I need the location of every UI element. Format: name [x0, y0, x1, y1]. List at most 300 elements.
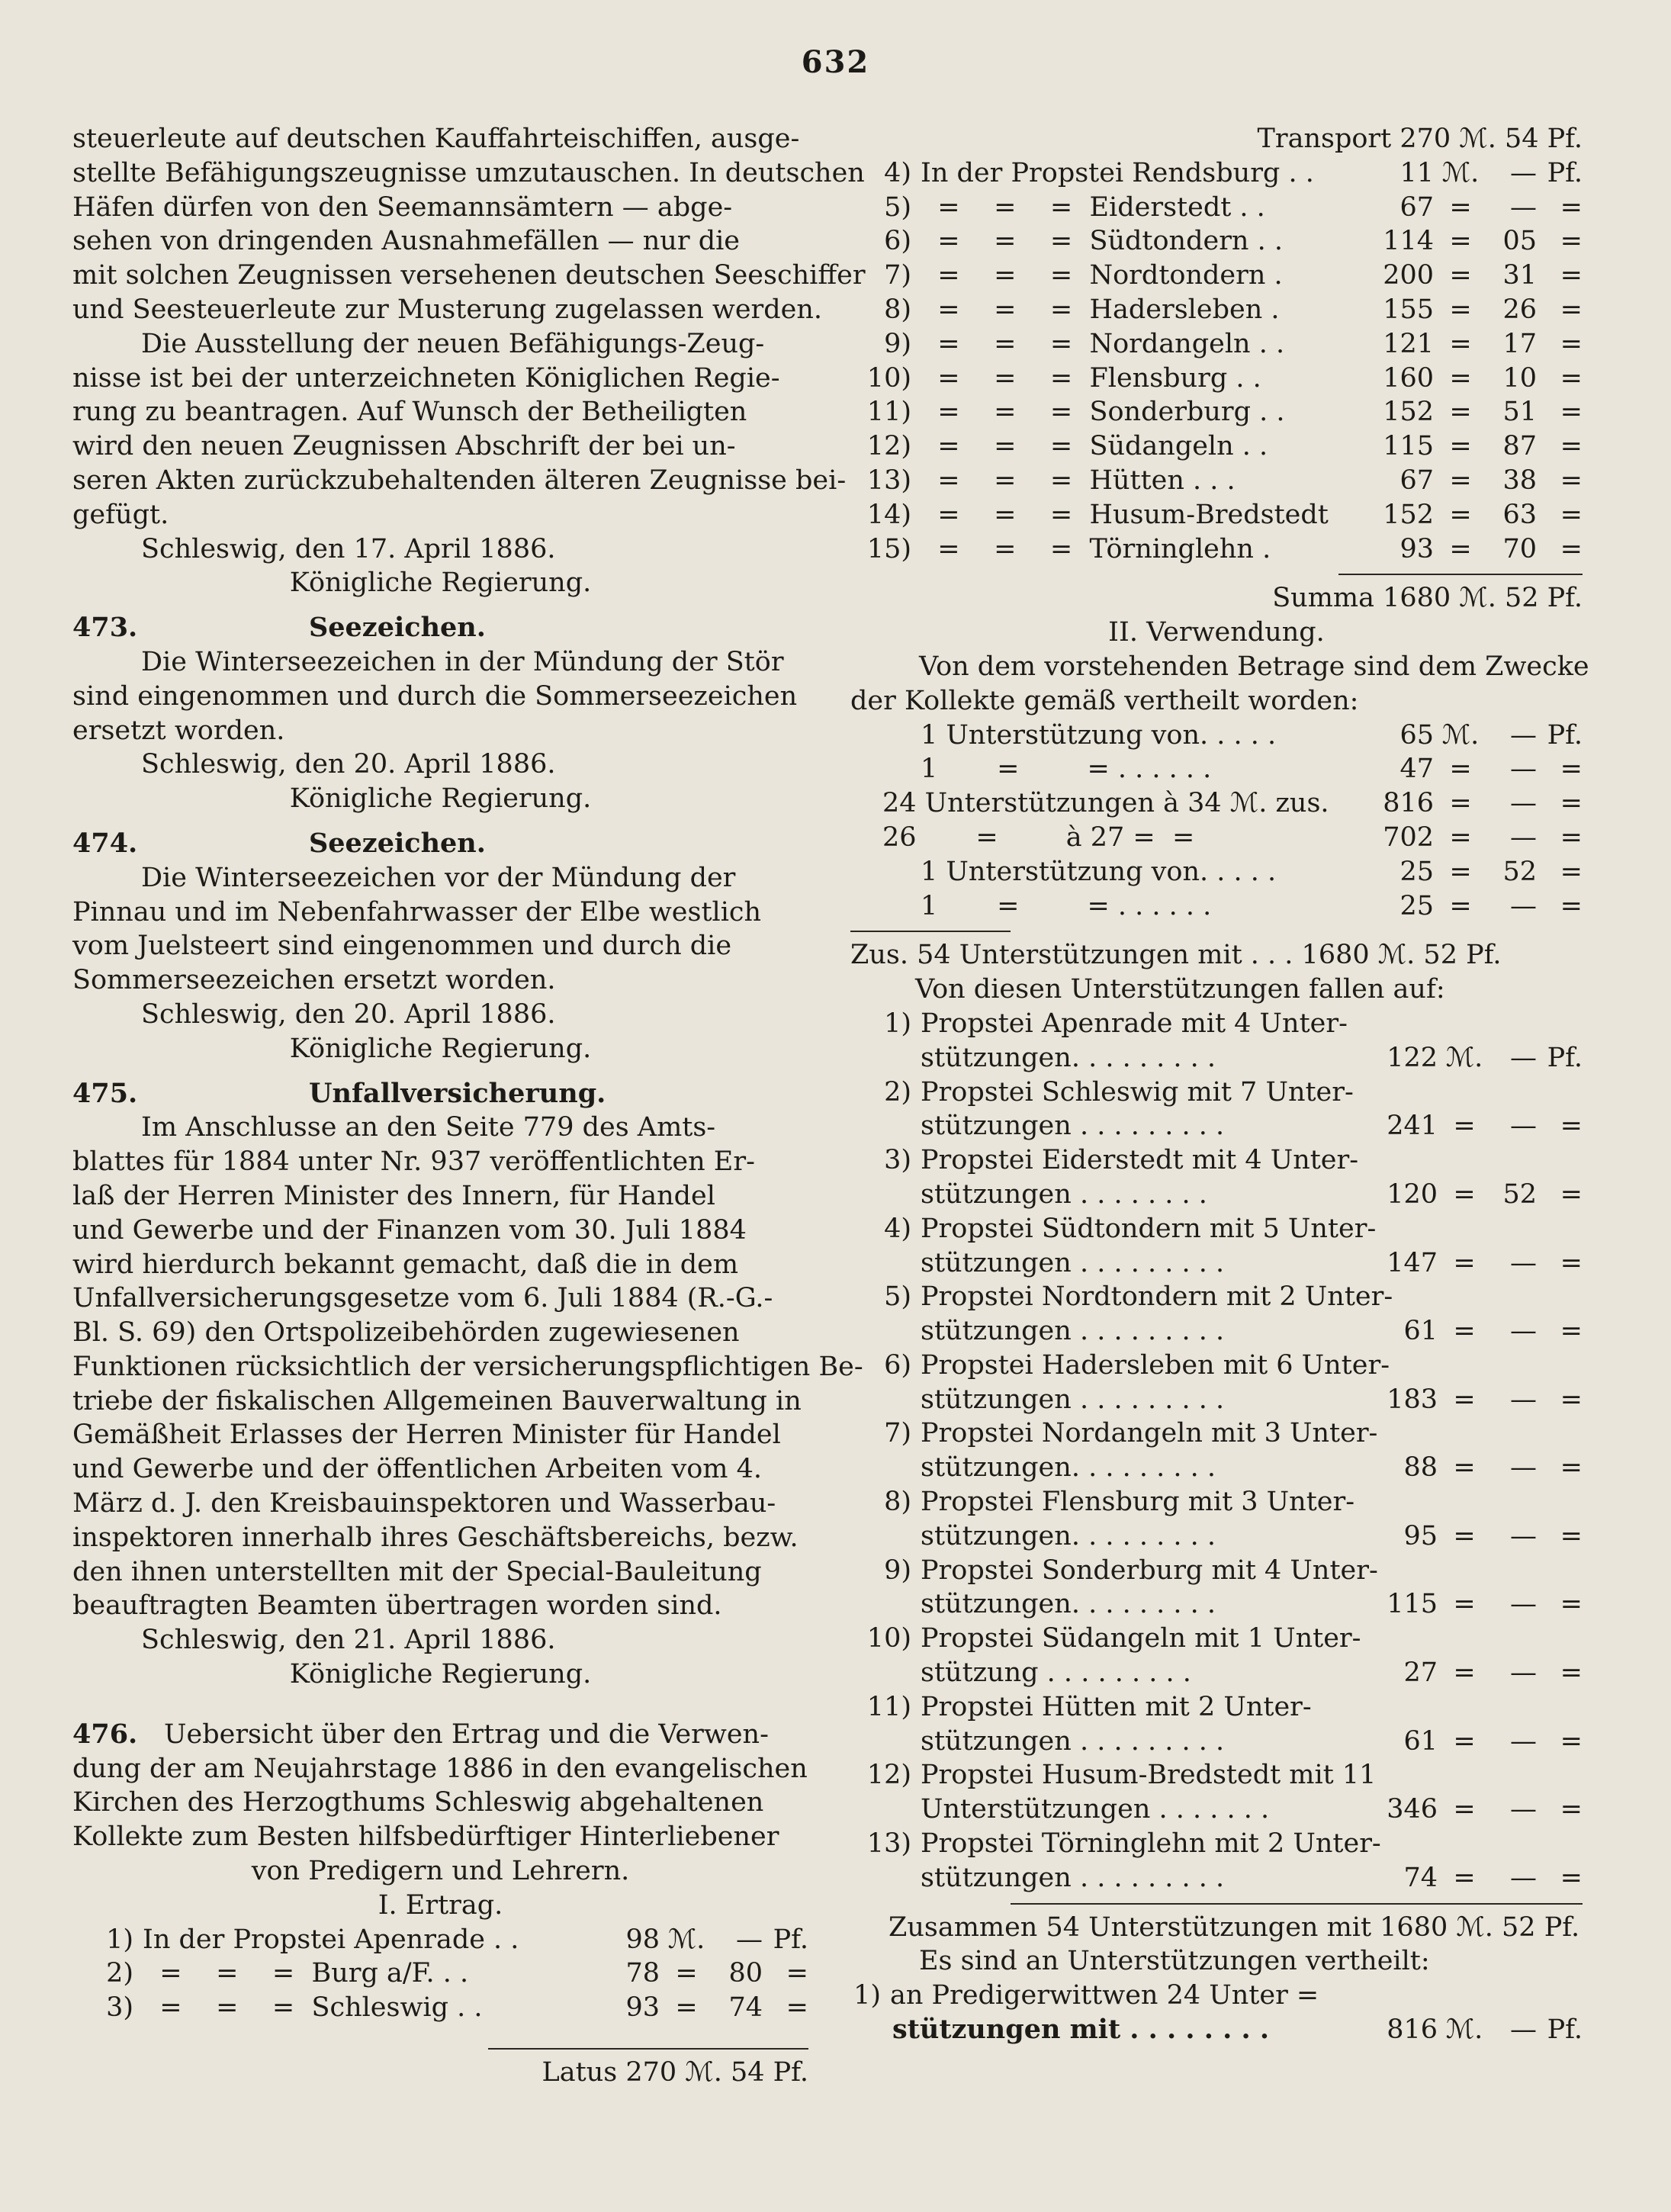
row-amount: 98 — [625, 1924, 660, 1955]
row-pf-unit: = — [1560, 788, 1583, 819]
left-column — [72, 122, 866, 2090]
list-item — [850, 1690, 1583, 1759]
row-index: 10) — [866, 362, 911, 394]
row-index: 1) — [884, 1008, 911, 1039]
row-label: Propstei Flensburg mit 3 Unter- — [921, 1487, 1355, 1518]
row-spacer — [850, 1109, 921, 1143]
row-pf-unit: = — [1560, 294, 1583, 325]
row-pf-unit: Pf. — [1547, 1042, 1583, 1073]
divider — [1338, 574, 1583, 575]
row-pf: 87 — [1502, 431, 1537, 462]
row-label: Propstei Husum-Bredstedt mit 11 — [921, 1760, 1377, 1791]
table-row — [850, 156, 1583, 191]
row-unit: = — [1453, 1589, 1476, 1620]
row-label: = = = Nordtondern . — [921, 260, 1283, 291]
list-item — [850, 1280, 1583, 1349]
section-474 — [72, 827, 808, 1066]
latus-total: Latus 270 ℳ. 54 Pf. — [541, 2057, 808, 2088]
row-index: 14) — [866, 499, 911, 530]
ertrag-table — [850, 156, 1583, 567]
row-pf-unit: = — [786, 1958, 808, 1989]
summa-total: Summa 1680 ℳ. 52 Pf. — [1272, 583, 1583, 614]
row-unit: = — [1453, 1520, 1476, 1551]
section-title: Seezeichen. — [309, 827, 486, 859]
list-item — [850, 1827, 1583, 1895]
row-index: 6) — [884, 1349, 911, 1381]
row-pf: — — [1510, 191, 1537, 223]
row-label: = = = Husum-Bredstedt — [921, 499, 1329, 530]
row-label-cont: stützungen . . . . . . . . — [921, 1178, 1207, 1210]
row-pf: — — [1510, 1794, 1537, 1825]
row-index: 15) — [866, 533, 911, 564]
row-unit: = — [1449, 191, 1472, 223]
row-pf-unit: = — [1560, 397, 1583, 428]
row-label: Propstei Nordangeln mit 3 Unter- — [921, 1418, 1378, 1449]
row-unit: ℳ. — [1445, 1042, 1483, 1073]
row-amount: 61 — [1403, 1316, 1438, 1347]
row-label-cont: stützungen . . . . . . . . . — [921, 1862, 1225, 1893]
row-pf: 05 — [1502, 226, 1537, 257]
zus-total: Zus. 54 Unterstützungen mit . . . 1680 ℳ. 52 Pf. — [850, 940, 1502, 971]
row-pf: — — [1510, 754, 1537, 785]
row-spacer — [850, 1519, 921, 1554]
table-row — [850, 498, 1583, 532]
row-spacer — [850, 821, 882, 855]
row-pf: — — [1510, 1725, 1537, 1757]
row-label: an Predigerwittwen 24 Unter = — [890, 1980, 1319, 2011]
row-unit: = — [1449, 465, 1472, 496]
list-item-cont — [850, 2013, 1583, 2047]
text-line: triebe der fiskalischen Allgemeinen Bauverwaltung in — [72, 1385, 802, 1416]
row-amount: 11 — [1399, 157, 1434, 188]
row-pf-unit: = — [1560, 1794, 1583, 1825]
row-index: 13) — [866, 465, 911, 496]
table-row — [850, 327, 1583, 362]
row-label-cont: stützungen. . . . . . . . . — [921, 1589, 1216, 1620]
row-amount: 67 — [1399, 191, 1434, 223]
row-unit: = — [675, 1958, 698, 1989]
table-row — [850, 719, 1583, 753]
section-number: 475. — [72, 1077, 138, 1109]
list-item — [850, 1007, 1583, 1075]
row-pf-unit: = — [1560, 1862, 1583, 1893]
row-pf: — — [1510, 1657, 1537, 1689]
row-pf-unit: = — [1560, 328, 1583, 359]
row-pf: 52 — [1502, 1178, 1537, 1210]
list-item — [850, 1622, 1583, 1690]
signature-place: Schleswig, den 21. April 1886. — [141, 1625, 556, 1656]
row-unit: ℳ. — [1441, 157, 1480, 188]
row-amount: 115 — [1383, 431, 1434, 462]
row-amount: 47 — [1399, 754, 1434, 785]
row-label: = = = Südangeln . . — [921, 431, 1268, 462]
row-unit: = — [1453, 1657, 1476, 1689]
row-label: = = = Hadersleben . — [921, 294, 1280, 325]
row-spacer — [850, 1587, 921, 1622]
row-index: 11) — [866, 1691, 911, 1722]
list-item — [850, 1554, 1583, 1622]
row-amount: 65 — [1399, 719, 1434, 751]
row-amount: 160 — [1383, 362, 1434, 394]
list-item — [850, 1349, 1583, 1417]
row-pf: 31 — [1502, 260, 1537, 291]
text-line: Die Winterseezeichen in der Mündung der Stör — [141, 646, 784, 677]
text-line: vom Juelsteert sind eingenommen und durch die — [72, 931, 732, 962]
row-unit: ℳ. — [1445, 2014, 1483, 2046]
text-line: sind eingenommen und durch die Sommerseezeichen — [72, 680, 798, 712]
row-pf: — — [1510, 2014, 1537, 2046]
row-unit: = — [1453, 1178, 1476, 1210]
table-row — [850, 293, 1583, 327]
row-unit: = — [1449, 499, 1472, 530]
text-line: und Seesteuerleute zur Musterung zugelassen werden. — [72, 294, 823, 325]
row-pf-unit: = — [1560, 1657, 1583, 1689]
row-label-cont: stützungen. . . . . . . . . — [921, 1520, 1216, 1551]
list-item — [850, 1416, 1583, 1485]
text-line: von Predigern und Lehrern. — [251, 1856, 630, 1887]
row-index: 6) — [884, 226, 911, 257]
table-row — [72, 1956, 808, 1991]
zusammen-total: Zusammen 54 Unterstützungen mit 1680 ℳ. 52 Pf. — [889, 1911, 1580, 1943]
row-label-cont: stützungen. . . . . . . . . — [921, 1042, 1216, 1073]
row-label: In der Propstei Apenrade . . — [143, 1924, 519, 1955]
text-line: Sommerseezeichen ersetzt worden. — [72, 965, 556, 996]
signature-authority: Königliche Regierung. — [289, 1659, 592, 1690]
text-line: wird den neuen Zeugnissen Abschrift der bei un- — [72, 431, 736, 462]
row-amount: 114 — [1383, 226, 1434, 257]
text-line: laß der Herren Minister des Innern, für Handel — [72, 1180, 715, 1211]
row-label: Propstei Nordtondern mit 2 Unter- — [921, 1281, 1393, 1313]
row-unit: = — [1449, 856, 1472, 887]
row-label: = = = Törninglehn . — [921, 533, 1271, 564]
row-unit: = — [1453, 1862, 1476, 1893]
table-row — [850, 464, 1583, 498]
row-spacer — [850, 1041, 921, 1075]
row-pf: 51 — [1502, 397, 1537, 428]
page-number: 632 — [801, 44, 870, 80]
row-pf-unit: = — [1560, 1452, 1583, 1484]
row-amount: 147 — [1387, 1247, 1438, 1278]
row-label-cont: stützungen . . . . . . . . . — [921, 1384, 1225, 1415]
text-line: stellte Befähigungszeugnisse umzutauschen. In deutschen — [72, 157, 865, 188]
row-index: 3) — [884, 1145, 911, 1176]
row-pf-unit: = — [1560, 821, 1583, 853]
row-unit: = — [1449, 788, 1472, 819]
propstei-table — [850, 1007, 1583, 1895]
table-row — [850, 429, 1583, 464]
row-unit: = — [1449, 754, 1472, 785]
row-pf-unit: = — [1560, 1520, 1583, 1551]
divider — [1011, 1903, 1583, 1905]
row-spacer — [850, 1383, 921, 1417]
row-label: 24 Unterstützungen à 34 ℳ. zus. — [882, 788, 1329, 819]
row-pf-unit: = — [1560, 191, 1583, 223]
table-row — [850, 191, 1583, 225]
row-label-cont: stützung . . . . . . . . . — [921, 1657, 1191, 1689]
row-label: = = = Flensburg . . — [921, 362, 1261, 394]
row-spacer — [850, 719, 921, 753]
table-row — [850, 259, 1583, 293]
row-amount: 67 — [1399, 465, 1434, 496]
subheading-verwendung: II. Verwendung. — [1108, 617, 1325, 648]
text-line: Gemäßheit Erlasses der Herren Minister für Handel — [72, 1419, 781, 1451]
signature-authority: Königliche Regierung. — [289, 1033, 592, 1064]
text-line: Funktionen rücksichtlich der versicherungspflichtigen Be- — [72, 1351, 863, 1382]
row-index: 4) — [884, 157, 911, 188]
row-amount: 61 — [1403, 1725, 1438, 1757]
list-item — [850, 1979, 1583, 2013]
row-label-cont: stützungen mit . . . . . . . . — [892, 2014, 1270, 2046]
row-label: = = = Südtondern . . — [921, 226, 1283, 257]
row-index: 5) — [884, 191, 911, 223]
row-amount: 121 — [1383, 328, 1434, 359]
verwendung-table — [850, 719, 1583, 924]
row-amount: 120 — [1387, 1178, 1438, 1210]
row-pf: — — [1510, 890, 1537, 921]
row-pf-unit: = — [1560, 1384, 1583, 1415]
row-label: Propstei Hadersleben mit 6 Unter- — [921, 1349, 1390, 1381]
row-index: 7) — [884, 1418, 911, 1449]
text-line: wird hierdurch bekannt gemacht, daß die in dem — [72, 1249, 739, 1280]
row-pf: — — [1510, 1042, 1537, 1073]
row-unit: = — [1449, 362, 1472, 394]
signature-place: Schleswig, den 20. April 1886. — [141, 749, 556, 780]
text-line: Von dem vorstehenden Betrage sind dem Zwecke — [919, 651, 1589, 682]
row-amount: 346 — [1387, 1794, 1438, 1825]
text-line: dung der am Neujahrstage 1886 in den evangelischen — [72, 1753, 808, 1784]
row-unit: = — [1453, 1384, 1476, 1415]
row-label-cont: stützungen . . . . . . . . . — [921, 1725, 1225, 1757]
row-label: Propstei Törninglehn mit 2 Unter- — [921, 1828, 1381, 1860]
row-pf: 10 — [1502, 362, 1537, 394]
row-pf: 74 — [728, 1992, 763, 2024]
row-pf-unit: = — [1560, 260, 1583, 291]
text-line: Kirchen des Herzogthums Schleswig abgehaltenen — [72, 1787, 764, 1818]
row-pf-unit: Pf. — [1547, 2014, 1583, 2046]
row-label-cont: stützungen . . . . . . . . . — [921, 1316, 1225, 1347]
row-amount: 702 — [1383, 821, 1434, 853]
row-amount: 241 — [1387, 1111, 1438, 1142]
text-line: Von diesen Unterstützungen fallen auf: — [915, 974, 1445, 1005]
row-label: = = = Nordangeln . . — [921, 328, 1285, 359]
row-label: Propstei Hütten mit 2 Unter- — [921, 1691, 1312, 1722]
row-spacer — [850, 1792, 921, 1827]
row-pf-unit: = — [1560, 465, 1583, 496]
row-pf: — — [1510, 1589, 1537, 1620]
text-line: Die Ausstellung der neuen Befähigungs-Zeug- — [141, 328, 765, 359]
row-amount: 152 — [1383, 499, 1434, 530]
row-index: 4) — [884, 1213, 911, 1244]
row-index: 5) — [884, 1281, 911, 1313]
row-spacer — [850, 1314, 921, 1349]
row-index: 12) — [866, 1760, 911, 1791]
row-label: = = = Eiderstedt . . — [921, 191, 1265, 223]
row-pf: — — [1510, 788, 1537, 819]
table-row — [850, 395, 1583, 429]
row-pf-unit: = — [1560, 431, 1583, 462]
text-line: steuerleute auf deutschen Kauffahrteischiffen, ausge- — [72, 124, 800, 154]
row-label: = = = Sonderburg . . — [921, 397, 1285, 428]
row-label-cont: stützungen . . . . . . . . . — [921, 1111, 1225, 1142]
transport-total: Transport 270 ℳ. 54 Pf. — [1257, 124, 1583, 154]
row-pf: 38 — [1502, 465, 1537, 496]
text-line: blattes für 1884 unter Nr. 937 veröffentlichten Er- — [72, 1146, 755, 1178]
row-pf: — — [1510, 1520, 1537, 1551]
row-amount: 78 — [625, 1958, 660, 1989]
table-row — [850, 362, 1583, 396]
text-line: Unfallversicherungsgesetze vom 6. Juli 1884 (R.-G.- — [72, 1283, 773, 1314]
row-index: 1) — [106, 1924, 133, 1955]
table-row — [72, 1991, 808, 2025]
row-spacer — [850, 855, 921, 889]
row-pf: 52 — [1502, 856, 1537, 887]
text-line: März d. J. den Kreisbauinspektoren und Wasserbau- — [72, 1488, 776, 1519]
row-pf-unit: = — [1560, 226, 1583, 257]
section-476 — [72, 1718, 808, 2090]
table-row — [850, 889, 1583, 924]
row-pf-unit: = — [1560, 1725, 1583, 1757]
row-pf-unit: = — [1560, 1178, 1583, 1210]
row-amount: 155 — [1383, 294, 1434, 325]
text-line: den ihnen unterstellten mit der Special-Bauleitung — [72, 1556, 762, 1587]
table-row — [850, 855, 1583, 889]
row-pf: — — [1510, 1111, 1537, 1142]
section-475 — [72, 1077, 863, 1692]
text-line: und Gewerbe und der öffentlichen Arbeiten vom 4. — [72, 1454, 763, 1485]
row-pf: — — [1510, 719, 1537, 751]
divider — [488, 2048, 808, 2050]
divider — [850, 931, 1011, 932]
row-pf: 80 — [728, 1958, 763, 1989]
row-pf: 17 — [1502, 328, 1537, 359]
row-label: Propstei Südangeln mit 1 Unter- — [921, 1623, 1361, 1654]
row-unit: = — [1449, 397, 1472, 428]
row-amount: 95 — [1403, 1520, 1438, 1551]
row-spacer — [850, 889, 921, 924]
table-row — [72, 1923, 808, 1957]
text-line: und Gewerbe und der Finanzen vom 30. Juli 1884 — [72, 1214, 747, 1246]
row-unit: = — [1453, 1452, 1476, 1484]
list-item — [850, 1485, 1583, 1554]
row-index: 1) — [853, 1980, 881, 2011]
row-pf-unit: = — [1560, 1111, 1583, 1142]
text-line: Uebersicht über den Ertrag und die Verwen- — [164, 1718, 769, 1750]
row-pf: 63 — [1502, 499, 1537, 530]
text-line: ersetzt worden. — [72, 715, 285, 746]
row-pf-unit: Pf. — [773, 1924, 808, 1955]
text-line: rung zu beantragen. Auf Wunsch der Betheiligten — [72, 397, 747, 428]
text-line: Pinnau und im Nebenfahrwasser der Elbe westlich — [72, 896, 762, 928]
row-amount: 93 — [625, 1992, 660, 2024]
section-title: Unfallversicherung. — [309, 1077, 606, 1109]
row-label-cont: stützungen. . . . . . . . . — [921, 1452, 1216, 1484]
row-spacer — [850, 752, 921, 786]
row-unit: = — [1453, 1111, 1476, 1142]
text-line: der Kollekte gemäß vertheilt worden: — [850, 685, 1359, 716]
subheading-ertrag: I. Ertrag. — [378, 1889, 503, 1921]
row-spacer — [850, 1246, 921, 1281]
row-unit: = — [1449, 226, 1472, 257]
row-index: 3) — [106, 1992, 133, 2024]
row-unit: = — [1449, 533, 1472, 564]
row-pf: — — [1510, 1862, 1537, 1893]
row-unit: = — [1453, 1725, 1476, 1757]
row-label: 1 Unterstützung von. . . . . — [921, 856, 1277, 887]
row-unit: = — [675, 1992, 698, 2024]
row-pf-unit: = — [1560, 1589, 1583, 1620]
row-unit: ℳ. — [1441, 719, 1480, 751]
row-pf-unit: = — [1560, 890, 1583, 921]
text-line: Es sind an Unterstützungen vertheilt: — [919, 1946, 1430, 1977]
row-pf-unit: = — [1560, 499, 1583, 530]
row-amount: 122 — [1387, 1042, 1438, 1073]
row-amount: 152 — [1383, 397, 1434, 428]
signature-place: Schleswig, den 17. April 1886. — [141, 533, 556, 564]
row-pf: — — [1510, 1316, 1537, 1347]
row-unit: ℳ. — [667, 1924, 705, 1955]
row-amount: 27 — [1403, 1657, 1438, 1689]
text-line: seren Akten zurückzubehaltenden älteren Zeugnisse bei- — [72, 465, 847, 496]
row-pf: — — [736, 1924, 763, 1955]
row-pf: — — [1510, 1452, 1537, 1484]
row-index: 11) — [866, 397, 911, 428]
row-pf-unit: = — [1560, 754, 1583, 785]
row-pf: 26 — [1502, 294, 1537, 325]
text-line: mit solchen Zeugnissen versehenen deutschen Seeschiffer — [72, 260, 866, 291]
row-unit: = — [1449, 328, 1472, 359]
row-amount: 88 — [1403, 1452, 1438, 1484]
text-line: inspektoren innerhalb ihres Geschäftsbereichs, bezw. — [72, 1522, 799, 1553]
signature-place: Schleswig, den 20. April 1886. — [141, 998, 556, 1030]
row-spacer — [850, 1178, 921, 1212]
section-473 — [72, 611, 808, 816]
row-label: Propstei Sonderburg mit 4 Unter- — [921, 1555, 1378, 1586]
table-row — [850, 532, 1583, 567]
section-title: Seezeichen. — [309, 612, 486, 644]
row-label: Propstei Schleswig mit 7 Unter- — [921, 1076, 1354, 1108]
row-amount: 93 — [1399, 533, 1434, 564]
row-spacer — [850, 1861, 921, 1895]
row-index: 12) — [866, 431, 911, 462]
row-amount: 74 — [1403, 1862, 1438, 1893]
row-index: 9) — [884, 328, 911, 359]
row-label: 1 = = . . . . . . — [921, 890, 1212, 921]
row-label: In der Propstei Rendsburg . . — [921, 157, 1314, 188]
row-unit: = — [1449, 821, 1472, 853]
list-item — [850, 1212, 1583, 1281]
signature-authority: Königliche Regierung. — [289, 783, 592, 815]
row-spacer — [850, 1656, 921, 1690]
row-label: Propstei Apenrade mit 4 Unter- — [921, 1008, 1348, 1039]
row-unit: = — [1449, 294, 1472, 325]
row-index: 8) — [884, 1487, 911, 1518]
table-row — [850, 821, 1583, 855]
row-amount: 25 — [1399, 890, 1434, 921]
row-pf: 70 — [1502, 533, 1537, 564]
signature-authority: Königliche Regierung. — [289, 567, 592, 599]
text-line: beauftragten Beamten übertragen worden sind. — [72, 1590, 722, 1622]
row-amount: 816 — [1383, 788, 1434, 819]
row-pf: — — [1510, 157, 1537, 188]
row-label: 1 Unterstützung von. . . . . — [921, 719, 1277, 751]
right-column — [850, 122, 1589, 2047]
row-unit: = — [1453, 1247, 1476, 1278]
continuation-paragraph — [72, 122, 866, 600]
text-line: gefügt. — [72, 499, 169, 530]
row-amount: 816 — [1387, 2014, 1438, 2046]
table-row — [850, 224, 1583, 259]
row-label: Propstei Südtondern mit 5 Unter- — [921, 1213, 1377, 1244]
